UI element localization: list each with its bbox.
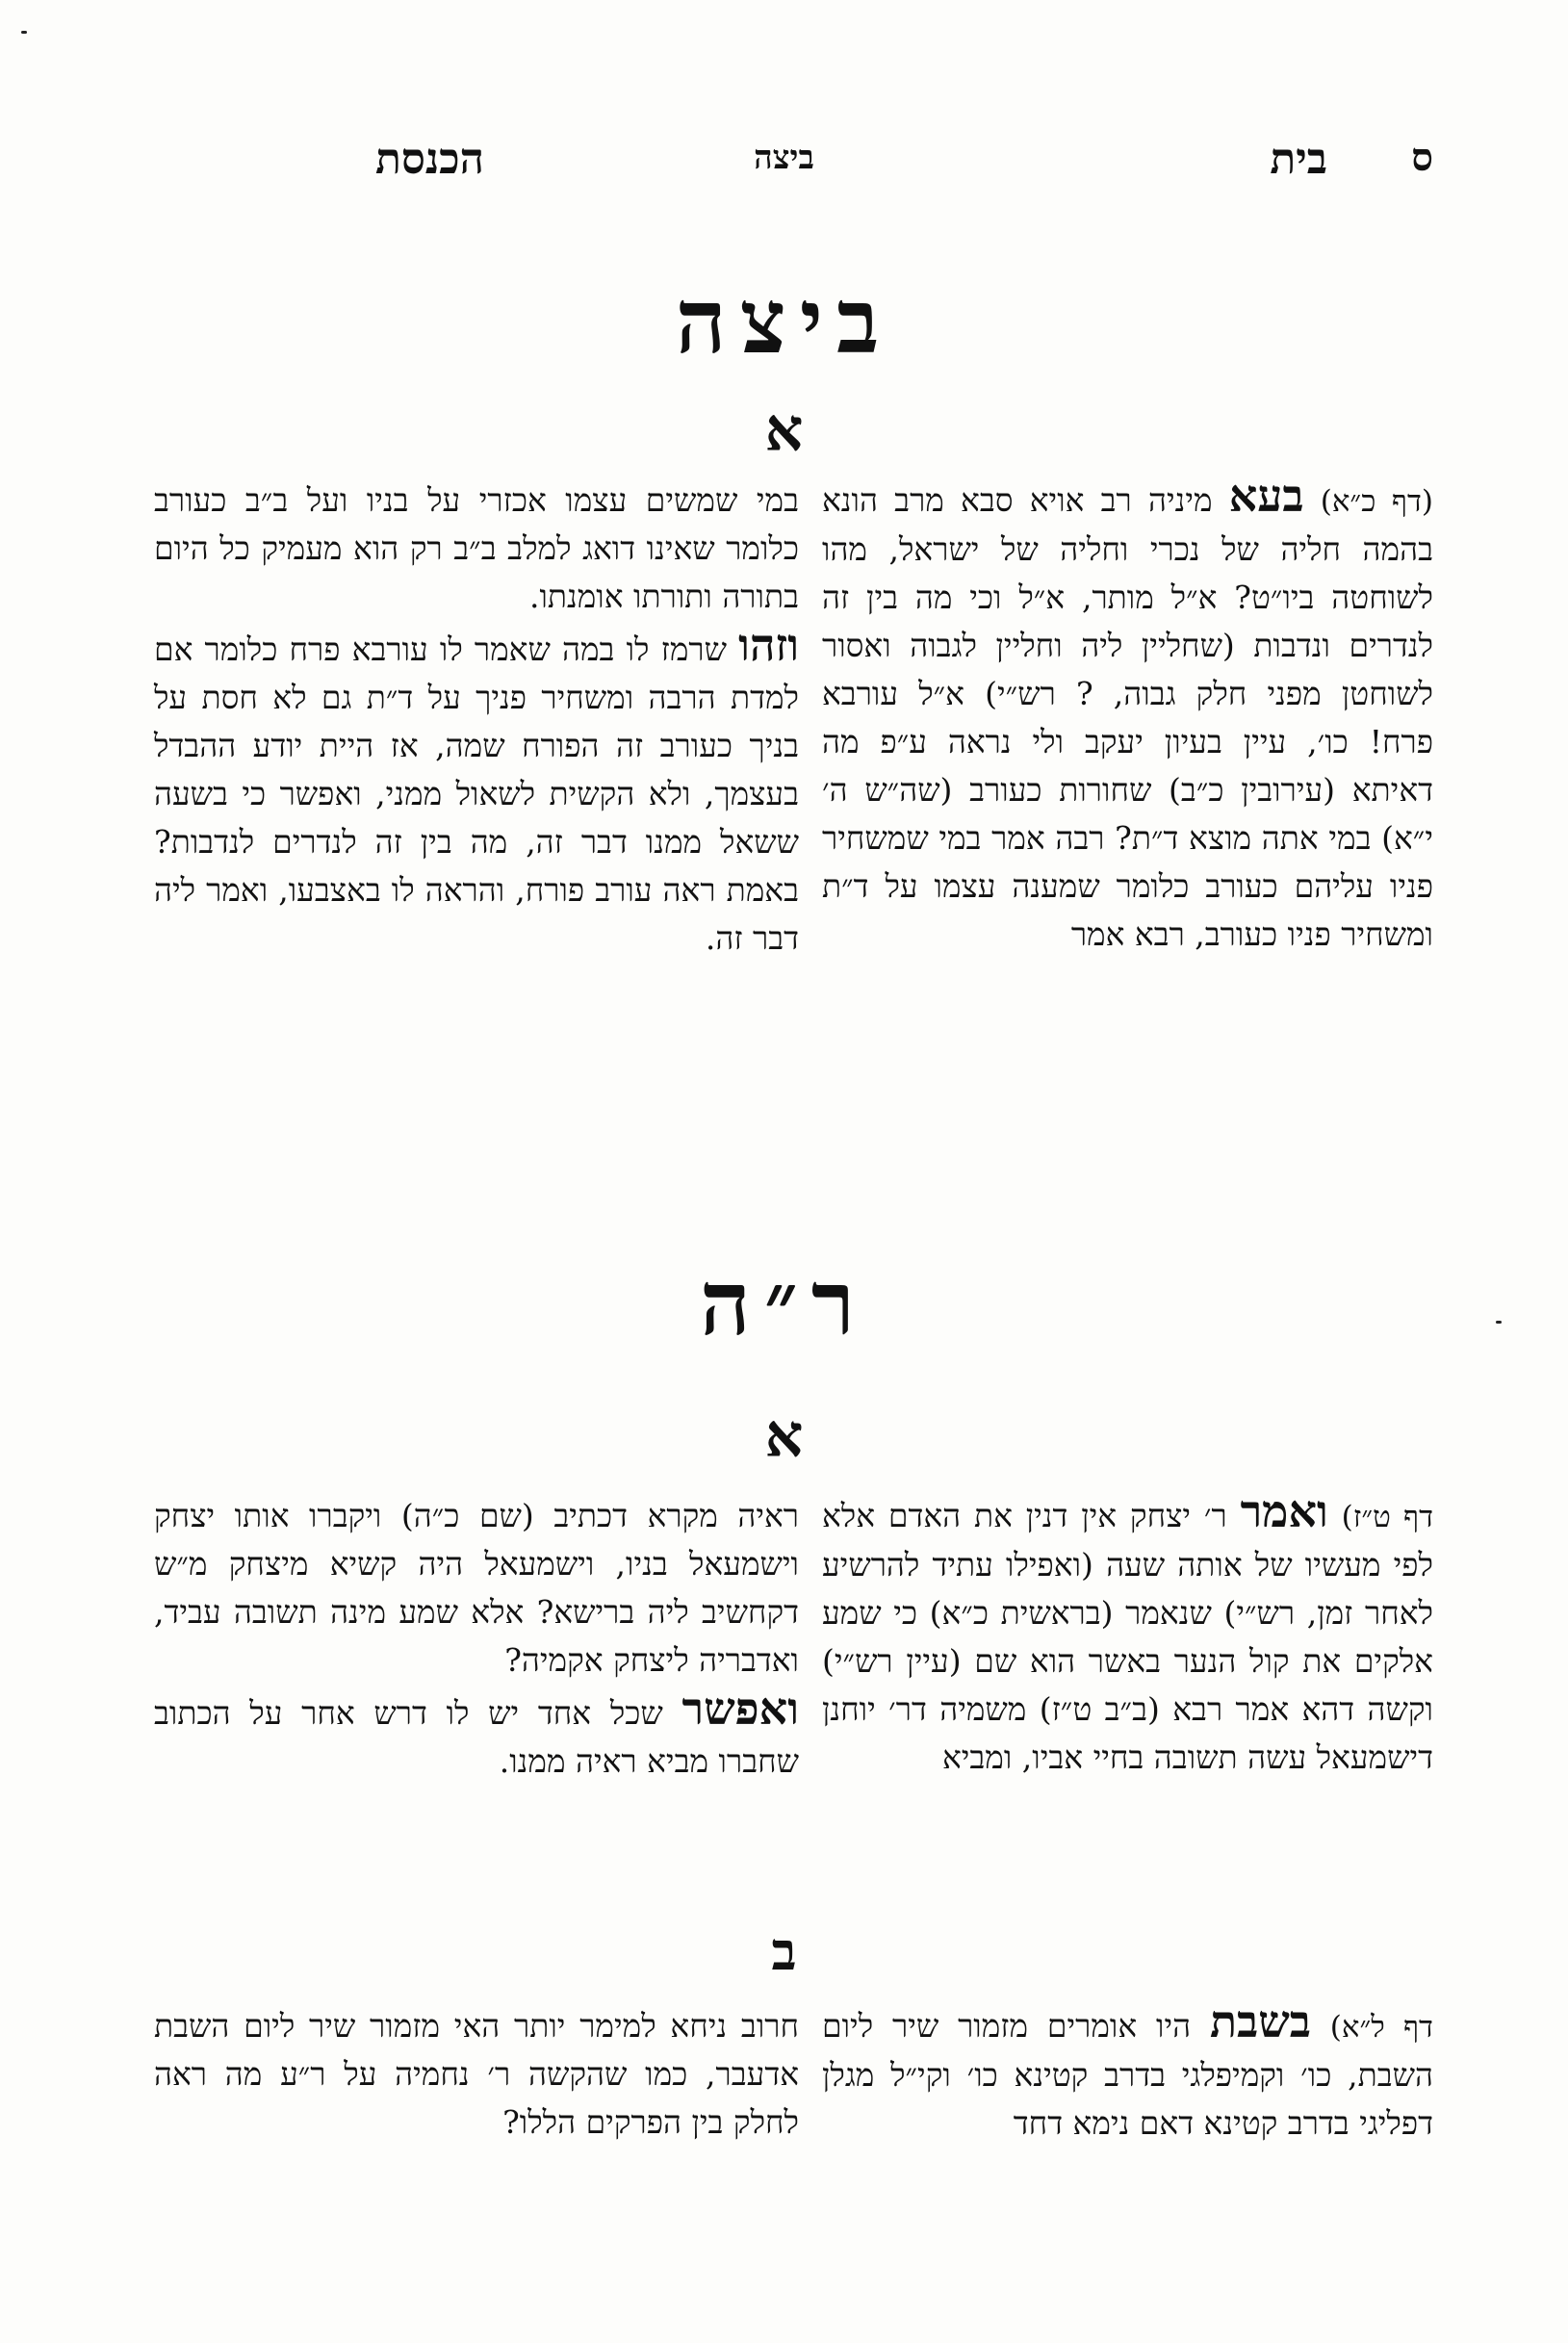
tractate-title: ביצה <box>675 270 893 373</box>
lead-word: וזהו <box>738 619 799 671</box>
lead-word: ואמר <box>1240 1485 1328 1537</box>
paragraph-text: ראיה מקרא דכתיב (שם כ״ה) ויקברו אותו יצחק וישמעאל בניו, וישמעאל היה קשיא מיצחק מ״ש דקחשיב ליה ברישא? אלא שמע מינה תשובה עביד, ואדבריה ליצחק אקמיה? <box>154 1497 799 1679</box>
paragraph <box>154 621 799 963</box>
section-letter: א <box>764 1401 804 1471</box>
running-head-center: ביצה <box>754 139 814 177</box>
running-head-word: בית <box>1270 135 1327 184</box>
paragraph-text: ר׳ יצחק אין דנין את האדם אלא לפי מעשיו של אותה שעה (ואפילו עתיד להרשיע לאחר זמן, רש״י) שנאמר (בראשית כ״א) כי שמע אלקים את קול הנער באשר הוא שם (עיין רש״י) וקשה דהא אמר רבא (ב״ב ט״ז) משמיה דר׳ יוחנן דישמעאל עשה תשובה בחיי אביו, ומביא <box>822 1497 1433 1776</box>
tractate-title: ר״ה <box>699 1251 869 1355</box>
page-number: ס <box>1411 135 1433 180</box>
ink-speck <box>21 31 27 34</box>
paragraph <box>154 472 799 621</box>
paragraph-text: שכל אחד יש לו דרש אחר על הכתוב שחברו מביא ראיה ממנו. <box>154 1694 799 1780</box>
daf-reference: (דף כ״א) <box>1320 484 1433 519</box>
paragraph-text: מיניה רב אויא סבא מרב הונא בהמה חליה של נכרי וחליה של ישראל, מהו לשוחטה ביו״ט? א״ל מותר, א״ל וכי מה בין זה לנדרים ונדבות (שחליין ליה וחליין לגבוה ואסור לשוחטן מפני חלק גבוה, ? רש״י) א״ל עורבא פרח! כו׳, עיין בעיון יעקב ולי נראה ע״פ מה דאיתא (עירובין כ״ב) שחורות כעורב (שה״ש ה׳ י״א) במי אתה מוצא ד״ת? רבה אמר במי שמשחיר פניו עליהם כעורב כלומר שמענה עצמו על ד״ת ומשחיר פניו כעורב, רבא אמר <box>822 481 1433 953</box>
running-head <box>0 135 1568 193</box>
paragraph <box>154 1487 799 1685</box>
right-column <box>822 1487 1433 1782</box>
paragraph-text: שרמז לו במה שאמר לו עורבא פרח כלומר אם למדת הרבה ומשחיר פניך על ד״ת גם לא חסת על בניך כעורב זה הפורח שמה, אז היית יודע ההבדל בעצמך, ולא הקשית לשאול ממני, ואפשר כי בשעה ששאל ממנו דבר זה, מה בין זה לנדרים לנדבות? באמת ראה עורב פורח, והראה לו באצבעו, ואמר ליה דבר זה. <box>154 631 799 957</box>
lead-word: בעא <box>1228 470 1304 522</box>
section-letter: א <box>764 395 804 465</box>
section-letter: ב <box>771 1920 797 1982</box>
daf-reference: דף ל״א) <box>1329 2010 1433 2045</box>
daf-reference: דף ט״ז) <box>1341 1500 1433 1534</box>
paragraph-text: היו אומרים מזמור שיר ליום השבת, כו׳ וקמיפלגי בדרב קטינא כו׳ וקי״ל מגלן דפליגי בדרב קטינא דאם נימא דחד <box>822 2007 1433 2142</box>
paragraph-text: חרוב ניחא למימר יותר האי מזמור שיר ליום השבת אדעבר, כמו שהקשה ר׳ נחמיה על ר״ע מה ראה לחלק בין הפרקים הללו? <box>154 2007 799 2141</box>
paragraph-text: במי שמשים עצמו אכזרי על בניו ועל ב״ב כעורב כלומר שאינו דואג למלב ב״ב רק הוא מעמיק כל היום בתורה ותורתו אומנתו. <box>154 481 799 615</box>
left-column <box>154 1487 799 1786</box>
right-column <box>822 1997 1433 2148</box>
lead-word: ואפשר <box>681 1683 799 1735</box>
right-column <box>822 472 1433 959</box>
left-column <box>154 1997 799 2147</box>
lead-word: בשבת <box>1209 1995 1311 2047</box>
paragraph <box>154 1685 799 1786</box>
left-column <box>154 472 799 963</box>
paragraph <box>154 1997 799 2147</box>
running-head-word: הכנסת <box>375 135 484 184</box>
